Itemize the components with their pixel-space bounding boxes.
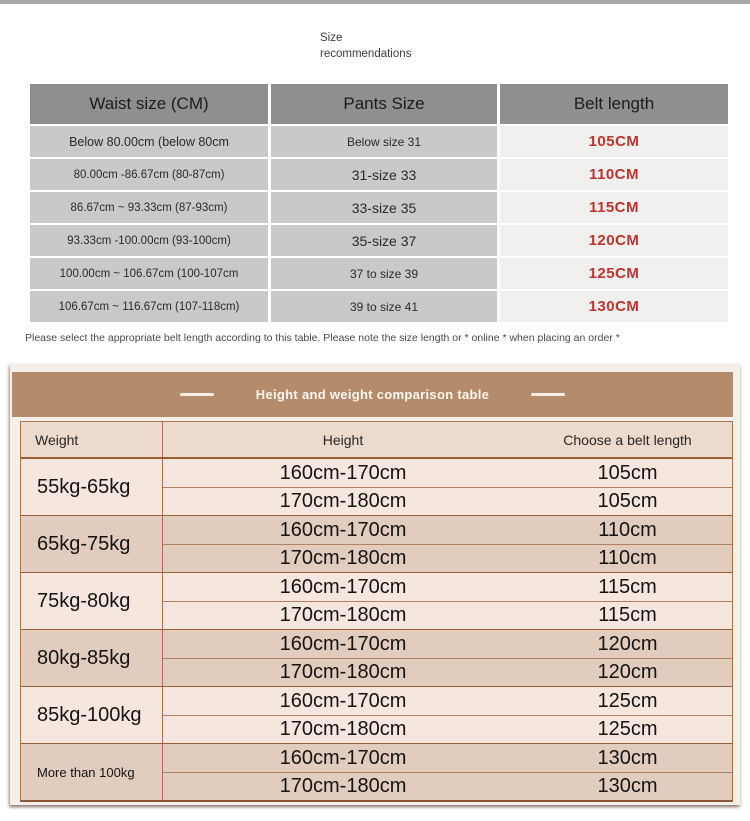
weight-group (21, 686, 732, 743)
belt-cell: 105CM (500, 126, 728, 157)
group-rows (163, 687, 732, 743)
belt-length-cell: 130cm (597, 746, 658, 769)
belt-cell: 110CM (500, 159, 728, 190)
pants-cell: 39 to size 41 (271, 291, 497, 322)
comparison-table-panel (10, 364, 740, 805)
table-row (30, 291, 728, 322)
table-row (163, 487, 732, 515)
group-rows (163, 459, 732, 515)
size-recommendations-table (30, 84, 728, 322)
weight-group (21, 458, 732, 515)
waist-cell: 80.00cm -86.67cm (80-87cm) (30, 159, 268, 190)
size-table-note: Please select the appropriate belt length according to this table. Please note the size length or * online * when placing an order * (25, 332, 620, 345)
comparison-table (20, 421, 733, 802)
belt-length-cell: 105cm (597, 490, 658, 513)
table-row (30, 192, 728, 223)
height-cell: 160cm-170cm (279, 575, 407, 598)
weight-range-cell: 55kg-65kg (21, 459, 163, 515)
belt-cell: 130CM (500, 291, 728, 322)
weight-range-cell: 80kg-85kg (21, 630, 163, 686)
pants-cell: 37 to size 39 (271, 258, 497, 289)
waist-cell: 106.67cm ~ 116.67cm (107-118cm) (30, 291, 268, 322)
size-label-line1: Size (320, 32, 343, 44)
table-row (163, 544, 732, 572)
size-label-line2: recommendations (320, 48, 412, 61)
table-row (163, 601, 732, 629)
top-divider (0, 0, 750, 4)
height-cell: 160cm-170cm (279, 689, 407, 712)
group-rows (163, 516, 732, 572)
belt-length-cell: 120cm (597, 632, 658, 655)
weight-range-cell: 85kg-100kg (21, 687, 163, 743)
pants-cell: 33-size 35 (271, 192, 497, 223)
height-cell: 170cm-180cm (279, 775, 407, 798)
weight-range-cell: 65kg-75kg (21, 516, 163, 572)
weight-group (21, 515, 732, 572)
waist-cell: 86.67cm ~ 93.33cm (87-93cm) (30, 192, 268, 223)
weight-group (21, 572, 732, 629)
weight-range-cell: More than 100kg (21, 744, 163, 800)
waist-cell: 100.00cm ~ 106.67cm (100-107cm (30, 258, 268, 289)
height-cell: 170cm-180cm (279, 490, 407, 513)
waist-cell: 93.33cm -100.00cm (93-100cm) (30, 225, 268, 256)
banner-dash-right (531, 393, 565, 396)
table-row (163, 744, 732, 772)
belt-length-cell: 110cm (598, 518, 657, 541)
height-cell: 160cm-170cm (279, 518, 407, 541)
height-cell: 170cm-180cm (279, 661, 407, 684)
belt-length-cell: 125cm (597, 689, 658, 712)
table-row (163, 658, 732, 686)
belt-cell: 115CM (500, 192, 728, 223)
comparison-table-banner (12, 372, 733, 417)
height-cell: 170cm-180cm (279, 547, 407, 570)
table-row (163, 459, 732, 487)
table-row (30, 159, 728, 190)
banner-dash-left (180, 393, 214, 396)
weight-group (21, 629, 732, 686)
pants-cell: 35-size 37 (271, 225, 497, 256)
belt-length-cell: 120cm (597, 661, 658, 684)
table-row (163, 573, 732, 601)
table-row (163, 516, 732, 544)
column-header-pants: Pants Size (271, 84, 497, 124)
belt-length-cell: 115cm (598, 575, 657, 598)
pants-cell: 31-size 33 (271, 159, 497, 190)
column-header-belt: Belt length (500, 84, 728, 124)
height-cell: 170cm-180cm (279, 604, 407, 627)
belt-cell: 125CM (500, 258, 728, 289)
belt-length-cell: 110cm (598, 547, 657, 570)
table-row (163, 715, 732, 743)
column-header-choose-belt: Choose a belt length (563, 431, 692, 448)
comparison-header-row (21, 421, 732, 458)
comparison-table-title: Height and weight comparison table (255, 387, 490, 403)
group-rows (163, 573, 732, 629)
belt-length-cell: 105cm (597, 461, 658, 484)
column-header-waist: Waist size (CM) (30, 84, 268, 124)
table-row (30, 258, 728, 289)
height-cell: 160cm-170cm (279, 632, 407, 655)
waist-cell: Below 80.00cm (below 80cm (30, 126, 268, 157)
belt-length-cell: 125cm (597, 718, 658, 741)
belt-length-cell: 115cm (598, 604, 657, 627)
size-table-body (30, 126, 728, 322)
table-row (163, 772, 732, 800)
weight-range-cell: 75kg-80kg (21, 573, 163, 629)
size-recommendations-label (320, 30, 750, 62)
table-row (30, 126, 728, 157)
height-cell: 160cm-170cm (279, 461, 407, 484)
height-cell: 160cm-170cm (279, 746, 407, 769)
table-row (163, 630, 732, 658)
column-header-height: Height (322, 431, 364, 448)
belt-cell: 120CM (500, 225, 728, 256)
table-row (163, 687, 732, 715)
height-cell: 170cm-180cm (279, 718, 407, 741)
table-row (30, 225, 728, 256)
size-table-header-row (30, 84, 728, 124)
pants-cell: Below size 31 (271, 126, 497, 157)
belt-length-cell: 130cm (597, 775, 658, 798)
group-rows (163, 630, 732, 686)
weight-group (21, 743, 732, 800)
column-header-weight: Weight (21, 422, 163, 457)
group-rows (163, 744, 732, 800)
